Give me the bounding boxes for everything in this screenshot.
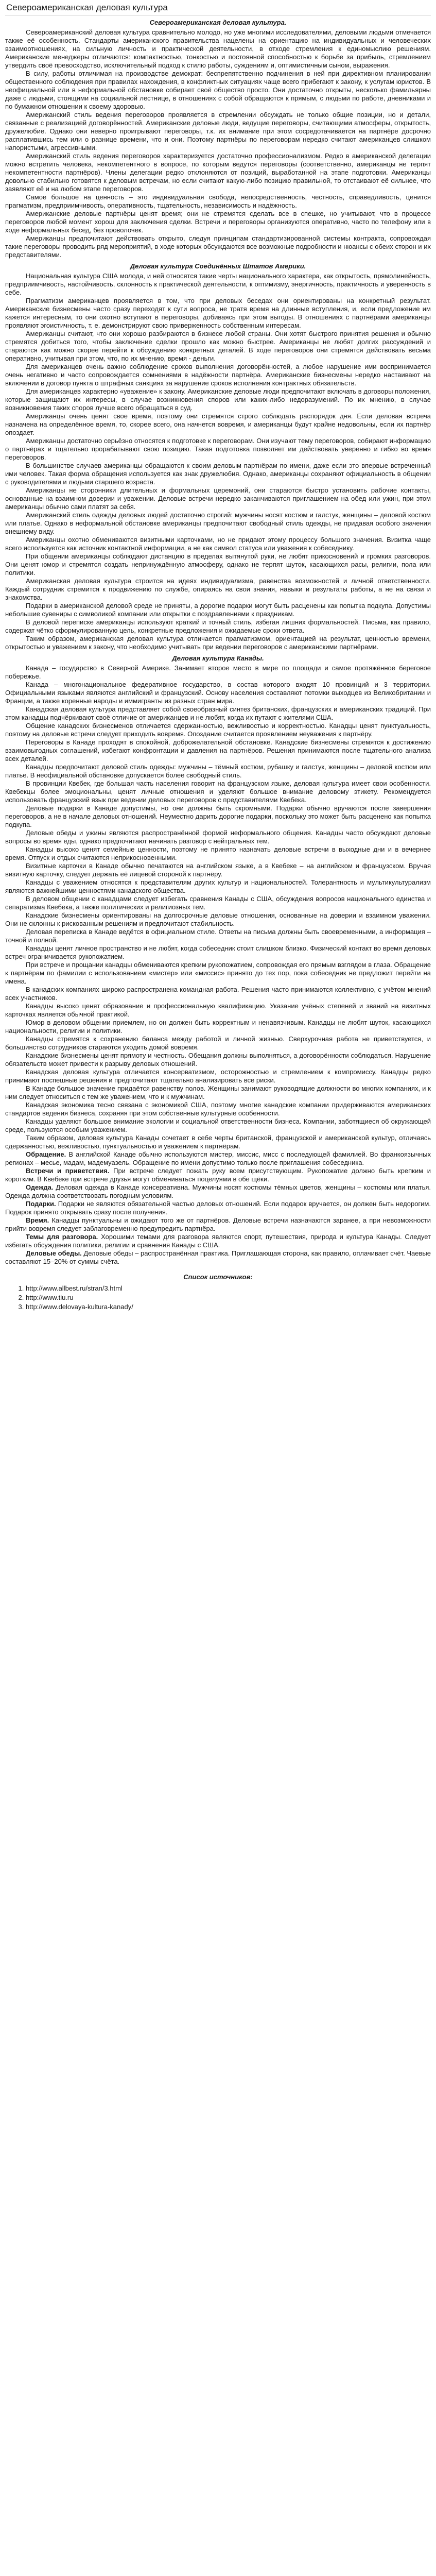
paragraph xyxy=(5,1084,431,1101)
paragraph-text: Американский стиль ведения переговоров характеризуется достаточно профессионализмом. Редко в американской делегации можно встретить человека, некомпетентного в вопросе, по которым ведутся переговоры (соответственно, американцы не терпят некомпетентности партнёров). Члены делегации редко отклоняются от позиций, выработанной на этапе подготовки. Американцы довольно стабильно готовятся к деловым встречам, но если считают какую-либо позицию правильной, то отстаивают её сильнее, что заявляют её и на любом этапе переговоров. xyxy=(5,152,431,193)
paragraph-text: Американцы достаточно серьёзно относятся к подготовке к переговорам. Они изучают тему переговоров, собирают информацию о партнёрах и тщательно прорабатывают свою позицию. Такая подготовка позволяет им действовать уверенно и гибко во время переговоров. xyxy=(5,437,431,461)
paragraph xyxy=(5,1200,431,1216)
paragraph xyxy=(5,804,431,829)
paragraph xyxy=(5,412,431,437)
paragraph-text: В канадских компаниях широко распространена командная работа. Решения часто принимаются коллективно, с учётом мнений всех участников. xyxy=(5,986,431,1002)
paragraph xyxy=(5,1052,431,1068)
paragraph xyxy=(5,1216,431,1233)
paragraph xyxy=(5,297,431,330)
paragraph xyxy=(5,111,431,152)
paragraph xyxy=(5,895,431,911)
paragraph xyxy=(5,1068,431,1084)
paragraph xyxy=(5,1183,431,1200)
paragraph-text: Канадцы с уважением относятся к представителям других культур и национальностей. Толерантность и мультикультурализм являются важнейшими ценностями канадского общества. xyxy=(5,878,431,894)
paragraph-text: Деловая одежда в Канаде консервативна. Мужчины носят костюмы тёмных цветов, женщины – костюмы или платья. Одежда должна соответствовать погодным условиям. xyxy=(5,1183,431,1199)
paragraph-text: Хорошими темами для разговора являются спорт, путешествия, природа и культура Канады. Следует избегать обсуждения политики, религии и сравнения Канады с США. xyxy=(5,1233,431,1249)
paragraph xyxy=(5,486,431,511)
paragraph xyxy=(5,779,431,804)
paragraph xyxy=(5,577,431,602)
paragraph xyxy=(5,1019,431,1035)
paragraph xyxy=(5,944,431,961)
source-link[interactable]: 1. http://www.allbest.ru/stran/3.html xyxy=(26,1284,431,1293)
paragraph-text: В большинстве случаев американцы обращаются к своим деловым партнёрам по имени, даже если это впервые встреченный ими человек. Такая форма обращения используется как знак дружелюбия. Однако, американцы сохраняют официальность в общении с руководителями и людьми старшего возраста. xyxy=(5,462,431,486)
paragraph xyxy=(5,234,431,259)
paragraph xyxy=(5,618,431,635)
paragraph-term: Деловые обеды. xyxy=(26,1249,82,1257)
paragraph-text: Общение канадских бизнесменов отличается сдержанностью, вежливостью и корректностью. Канадцы ценят пунктуальность, поэтому на деловые встречи следует приходить вовремя. Опоздание считается проявлением неуважения к партнёру. xyxy=(5,722,431,738)
paragraph-text: В деловом общении с канадцами следует избегать сравнения Канады с США, обсуждения вопросов национального единства и сепаратизма Квебека, а также политических и религиозных тем. xyxy=(5,895,431,911)
paragraph-text: Канадские бизнесмены ценят прямоту и честность. Обещания должны выполняться, а договорённости соблюдаться. Нарушение обязательств может привести к разрыву деловых отношений. xyxy=(5,1052,431,1067)
paragraph-text: Американцы охотно обмениваются визитными карточками, но не придают этому процессу большого значения. Визитка чаще всего используется как источник контактной информации, а не как символ статуса или уважения к собеседнику. xyxy=(5,536,431,552)
paragraph xyxy=(5,878,431,895)
paragraph xyxy=(5,70,431,111)
paragraph xyxy=(5,986,431,1002)
paragraph xyxy=(5,1035,431,1052)
paragraph xyxy=(5,462,431,486)
paragraph xyxy=(5,1249,431,1266)
paragraph xyxy=(5,738,431,763)
paragraph xyxy=(5,635,431,651)
paragraph xyxy=(5,330,431,363)
paragraph-text: Канадская деловая культура представляет собой своеобразный синтез британских, французских и американских традиций. При этом канадцы подчёркивают своё отличие от американцев и не любят, когда их путают с жителями США. xyxy=(5,705,431,721)
paragraph-text: При общении американцы соблюдают дистанцию в пределах вытянутой руки, не любят прикосновений и громких разговоров. Они ценят юмор и стремятся создать непринуждённую атмосферу, однако не терпят шуток, касающихся расы, религии, пола или политики. xyxy=(5,552,431,577)
paragraph-text: Канадцы высоко ценят семейные ценности, поэтому не принято назначать деловые встречи в выходные дни и в вечернее время. Отпуск и отдых считаются неприкосновенными. xyxy=(5,845,431,861)
paragraph xyxy=(5,928,431,944)
paragraph-text: Деловые обеды и ужины являются распространённой формой неформального общения. Канадцы часто обсуждают деловые вопросы во время еды, однако предпочитают начинать разговор с нейтральных тем. xyxy=(5,829,431,845)
paragraph-text: Деловые обеды – распространённая практика. Приглашающая сторона, как правило, оплачивает счёт. Чаевые составляют 15–20% от суммы счёта. xyxy=(5,1249,431,1265)
document-body xyxy=(5,28,431,1266)
paragraph xyxy=(5,681,431,705)
paragraph xyxy=(5,437,431,462)
paragraph-text: В деловой переписке американцы используют краткий и точный стиль, избегая лишних формальностей. Письма, как правило, содержат чётко сформулированную цель, конкретные предложения и ожидаемые сроки ответа. xyxy=(5,618,431,634)
source-link[interactable]: 3. http://www.delovaya-kultura-kanady/ xyxy=(26,1302,431,1312)
paragraph xyxy=(5,511,431,536)
paragraph-text: Канада – государство в Северной Америке. Занимает второе место в мире по площади и самое протяжённое береговое побережье. xyxy=(5,664,431,680)
paragraph-text: В силу, работы отличимая на производстве демократ: беспрепятственно подчинения в ней при директивном планировании общественного соблюдения при правилах нахождения, в конфликтных ситуациях чаще всего прибегают к закону, к услугам юристов. В неофициальной или в неформальной обстановке собирает своё общество просто. Они достаточно открыты, несколько фамильярны даже с людьми, стоящими на социальной лестнице, в отношениях с собой обращаются к прямым, с людьми по работе, дневниками и по бумажном отношении к своему здоровью. xyxy=(5,70,431,110)
paragraph-text: Американские деловые партнёры ценят время; они не стремятся сделать все в спешке, но учитывают, что в процессе переговоров любой момент хорош для заключения сделки. Встречи и переговоры организуются оперативно, часто по телефону или в ходе неформальных бесед, без проволочек. xyxy=(5,210,431,234)
paragraph xyxy=(5,152,431,193)
paragraph xyxy=(5,363,431,387)
paragraph xyxy=(5,961,431,986)
paragraph-term: Время. xyxy=(26,1216,49,1224)
paragraph xyxy=(5,602,431,618)
paragraph-text: При встрече следует пожать руку всем присутствующим. Рукопожатие должно быть крепким и коротким. В Квебеке при встрече друзья могут обмениваться поцелуями в обе щёки. xyxy=(5,1167,431,1183)
paragraph-text: Прагматизм американцев проявляется в том, что при деловых беседах они ориентированы на конкретный результат. Американские бизнесмены часто сразу переходят к сути вопроса, не тратя время на длинные вступления, и, если предложение им кажется интересным, то они охотно вступают в переговоры, добиваясь при этом выгоды. В отношениях с партнёрами американцы проявляют эгоистичность, т. е. демонстрируют свою приверженность собственным интересам. xyxy=(5,297,431,329)
paragraph-text: Визитные карточки в Канаде обычно печатаются на английском языке, а в Квебеке – на английском и французском. Вручая визитную карточку, следует держать её лицевой стороной к партнёру. xyxy=(5,862,431,878)
paragraph-text: В провинции Квебек, где большая часть населения говорит на французском языке, деловая культура имеет свои особенности. Квебекцы более эмоциональны, ценят личные отношения и уделяют большое внимание деловому этикету. Рекомендуется использовать французский язык при ведении деловых переговоров с представителями Квебека. xyxy=(5,779,431,804)
paragraph-text: Для американцев очень важно соблюдение сроков выполнения договорённостей, а любое нарушение ими воспринимается очень негативно и часто сопровождается сомнениями в надёжности партнёра. Американские бизнесмены нередко настаивают на включении в договор пункта о штрафных санкциях за нарушение сроков исполнения контрактных обязательств. xyxy=(5,363,431,387)
paragraph xyxy=(5,536,431,552)
paragraph-text: Канада – многонациональное федеративное государство, в состав которого входят 10 провинций и 3 территории. Официальными языками являются английский и французский. Основу населения составляют потомки выходцев из Великобритании и Франции, а также коренные народы и иммигранты из разных стран мира. xyxy=(5,681,431,705)
paragraph-text: Американский стиль одежды деловых людей достаточно строгий: мужчины носят костюм и галстук, женщины – деловой костюм или платье. Однако в неформальной обстановке американцы предпочитают свободный стиль одежды, не придавая особого значения внешнему виду. xyxy=(5,511,431,535)
paragraph-term: Темы для разговора. xyxy=(26,1233,98,1241)
paragraph-text: Американцы предпочитают действовать открыто, следуя принципам стандартизированной системы контракта, сопровождая такие переговоры проводить ряд мероприятий, в ходе которых обсуждаются все возможные подробности и нюансы с обеих сторон и их представителями. xyxy=(5,234,431,259)
paragraph-text: Самое большое на ценность – это индивидуальная свобода, непосредственность, честность, справедливость, ценится прагматизм, предприимчивость, оперативность, тщательность, независимость и надёжность. xyxy=(5,193,431,209)
paragraph xyxy=(5,1150,431,1167)
paragraph xyxy=(5,1233,431,1249)
paragraph xyxy=(5,705,431,722)
paragraph-term: Одежда. xyxy=(26,1183,54,1191)
paragraph-text: Канадцы предпочитают деловой стиль одежды: мужчины – тёмный костюм, рубашку и галстук, женщины – деловой костюм или платье. В неофициальной обстановке допускается более свободный стиль. xyxy=(5,763,431,779)
paragraph-text: Таким образом, деловая культура Канады сочетает в себе черты британской, французской и американской культур, отличаясь сдержанностью, вежливостью, пунктуальностью и уважением к партнёрам. xyxy=(5,1134,431,1150)
sources-title: Список источников: xyxy=(183,1273,253,1281)
paragraph-term: Обращение. xyxy=(26,1150,66,1158)
paragraph-text: Американская деловая культура строится на идеях индивидуализма, равенства возможностей и личной ответственности. Каждый сотрудник стремится к продвижению по службе, опираясь на свои знания, навыки и результаты работы, а не на связи и знакомства. xyxy=(5,577,431,601)
paragraph xyxy=(5,1134,431,1150)
page-header: Североамериканская деловая культура xyxy=(5,0,431,15)
paragraph xyxy=(5,911,431,928)
paragraph-text: Американский стиль ведения переговоров проявляется в стремлении обсуждать не только общие позиции, но и детали, связанные с реализацией договорённостей. Американские деловые люди, ведущие переговоры, считающими атмосферы, открытость, дружелюбие. Однако они неверно проигрывают переговоры, т.к. их внимание при этом сосредотачивается на партнёре досрочно расплатившись тем или о разнице времени, что и они. Поэтому партнёры по переговорам нередко считают американцев слишком напористыми, агрессивными. xyxy=(5,111,431,151)
paragraph-text: Канадцы уделяют большое внимание экологии и социальной ответственности бизнеса. Компании, заботящиеся об окружающей среде, пользуются особым уважением. xyxy=(5,1117,431,1133)
paragraph-text: Канадцы пунктуальны и ожидают того же от партнёров. Деловые встречи назначаются заранее, а при невозможности прийти вовремя следует заблаговременно предупредить партнёра. xyxy=(5,1216,431,1232)
paragraph xyxy=(5,1101,431,1117)
paragraph-text: Для американцев характерно «уважение» к закону. Американские деловые люди предпочитают включать в договоры положения, которые защищают их интересы, в случае возникновения споров или каких-либо недоразумений. По их мнению, в случае возникновения таких споров лучше всего обращаться в суд. xyxy=(5,387,431,412)
paragraph-text: Подарки в американской деловой среде не приняты, а дорогие подарки могут быть расценены как попытка подкупа. Допустимы небольшие сувениры с символикой компании или открытки с поздравлениями к праздникам. xyxy=(5,602,431,618)
paragraph-text: В английской Канаде обычно используются мистер, миссис, мисс с последующей фамилией. Во франкоязычных регионах – месье, мадам, мадемуазель. Обращение по имени допустимо только после приглашения собеседника. xyxy=(5,1150,431,1166)
paragraph-text: Канадские бизнесмены ориентированы на долгосрочные деловые отношения, основанные на доверии и взаимном уважении. Они не склонны к рискованным решениям и предпочитают стабильность. xyxy=(5,911,431,927)
section-title: Деловая культура Канады. xyxy=(172,654,264,662)
section-title: Деловая культура Соединённых Штатов Америки. xyxy=(130,262,306,270)
paragraph-text: Переговоры в Канаде проходят в спокойной, доброжелательной обстановке. Канадские бизнесмены стремятся к достижению взаимовыгодных соглашений, избегают конфронтации и давления на партнёров. Решения принимаются после тщательного анализа всех деталей. xyxy=(5,738,431,762)
paragraph-term: Подарки. xyxy=(26,1200,56,1208)
document-title: Североамериканская деловая культура. xyxy=(149,19,287,26)
paragraph xyxy=(5,210,431,234)
paragraph xyxy=(5,763,431,779)
paragraph-text: Канадцы высоко ценят образование и профессиональную квалификацию. Указание учёных степеней и званий на визитных карточках является обычной практикой. xyxy=(5,1002,431,1018)
paragraph-text: Канадская деловая культура отличается консерватизмом, осторожностью и стремлением к компромиссу. Канадцы редко принимают поспешные решения и предпочитают тщательно анализировать все риски. xyxy=(5,1068,431,1084)
paragraph xyxy=(5,387,431,412)
paragraph xyxy=(5,722,431,738)
source-link[interactable]: 2. http://www.tiu.ru xyxy=(26,1293,431,1302)
paragraph-text: Североамериканский деловая культура сравнительно молодо, но уже многими исследователями, деловыми людьми отмечается также её особенность. Стандарты американского правительства нацелены на ориентацию на индивидуальных и человеческих взаимоотношениях, на сильную личность и практической деятельности, в отходе стремления к единомыслию решениям. Американские менеджеры отличаются: компактностью, тонкостью и постоянной способностью к борьбе за прибыль, стремлением утвердить своё превосходство, исключительный подход к стилю работы, суждениям и, оптимистичным сыном, выражения. xyxy=(5,28,431,69)
paragraph-text: Канадская экономика тесно связана с экономикой США, поэтому многие канадские компании придерживаются американских стандартов ведения бизнеса, сохраняя при этом собственные культурные особенности. xyxy=(5,1101,431,1117)
paragraph-text: Юмор в деловом общении приемлем, но он должен быть корректным и ненавязчивым. Канадцы не любят шуток, касающихся национальности, религии и политики. xyxy=(5,1019,431,1035)
paragraph xyxy=(5,28,431,70)
paragraph xyxy=(5,845,431,862)
paragraph-term: Встречи и приветствия. xyxy=(26,1167,110,1175)
paragraph-text: Канадцы ценят личное пространство и не любят, когда собеседник стоит слишком близко. Физический контакт во время деловых встреч ограничивается рукопожатием. xyxy=(5,944,431,960)
paragraph-text: В Канаде большое значение придаётся равенству полов. Женщины занимают руководящие должности во многих компаниях, и к ним следует относиться с тем же уважением, что и к мужчинам. xyxy=(5,1084,431,1100)
paragraph xyxy=(5,1117,431,1134)
paragraph xyxy=(5,193,431,210)
sources-list xyxy=(5,1284,431,1312)
paragraph-text: Деловые подарки в Канаде допустимы, но они должны быть скромными. Подарки обычно вручаются после завершения переговоров, а не в начале деловых отношений. Неуместно дарить дорогие подарки, поскольку это может быть расценено как попытка подкупа. xyxy=(5,804,431,828)
paragraph-text: Американцы считают, что они хорошо разбираются в бизнесе любой страны. Они хотят быстрого принятия решения и обычно стремятся добиться того, чтобы заключение сделки прошло как можно быстрее. Американцы не любят долгих рассуждений и стараются как можно скорее перейти к обсуждению конкретных деталей. В ходе переговоров они стремятся действовать весьма оперативно, учитывая при этом, что, по их мнению, время - деньги. xyxy=(5,330,431,362)
paragraph-text: Подарки не являются обязательной частью деловых отношений. Если подарок вручается, он должен быть недорогим. Подарок принято открывать сразу после получения. xyxy=(5,1200,431,1216)
paragraph-text: Канадцы стремятся к сохранению баланса между работой и личной жизнью. Сверхурочная работа не приветствуется, и большинство сотрудников стараются уходить домой вовремя. xyxy=(5,1035,431,1051)
paragraph xyxy=(5,1167,431,1183)
paragraph xyxy=(5,664,431,681)
paragraph-text: Американцы не сторонники длительных и формальных церемоний, они стараются быстро установить рабочие контакты, основанные на взаимном доверии и уважении. Деловые встречи нередко заканчиваются приглашением на обед или ужин, при этом американцы обычно сами платят за себя. xyxy=(5,486,431,511)
paragraph-text: Таким образом, американская деловая культура отличается прагматизмом, ориентацией на результат, ценностью времени, открытостью и уважением к закону, что необходимо учитывать при ведении переговоров с американскими партнёрами. xyxy=(5,635,431,651)
paragraph xyxy=(5,829,431,845)
paragraph xyxy=(5,552,431,577)
paragraph xyxy=(5,862,431,878)
paragraph-text: Национальная культура США молода, и ней относятся такие черты национального характера, как открытость, прямолинейность, предприимчивость, настойчивость, склонность к практической деятельности, к оптимизму, энергичность, практичность и уверенность в себе. xyxy=(5,272,431,296)
paragraph-text: Американцы очень ценят свое время, поэтому они стремятся строго соблюдать распорядок дня. Если деловая встреча назначена на определённое время, то, скорее всего, она начнется вовремя, и американцы будут крайне недовольны, если их партнёр опоздает. xyxy=(5,412,431,436)
paragraph-text: При встрече и прощании канадцы обмениваются крепким рукопожатием, сопровождая его прямым взглядом в глаза. Обращение к партнёрам по фамилии с использованием «мистер» или «миссис» принято до тех пор, пока собеседник не предложит перейти на имена. xyxy=(5,961,431,985)
paragraph xyxy=(5,1002,431,1019)
paragraph xyxy=(5,272,431,297)
paragraph-text: Деловая переписка в Канаде ведётся в официальном стиле. Ответы на письма должны быть своевременными, а информация – точной и полной. xyxy=(5,928,431,944)
